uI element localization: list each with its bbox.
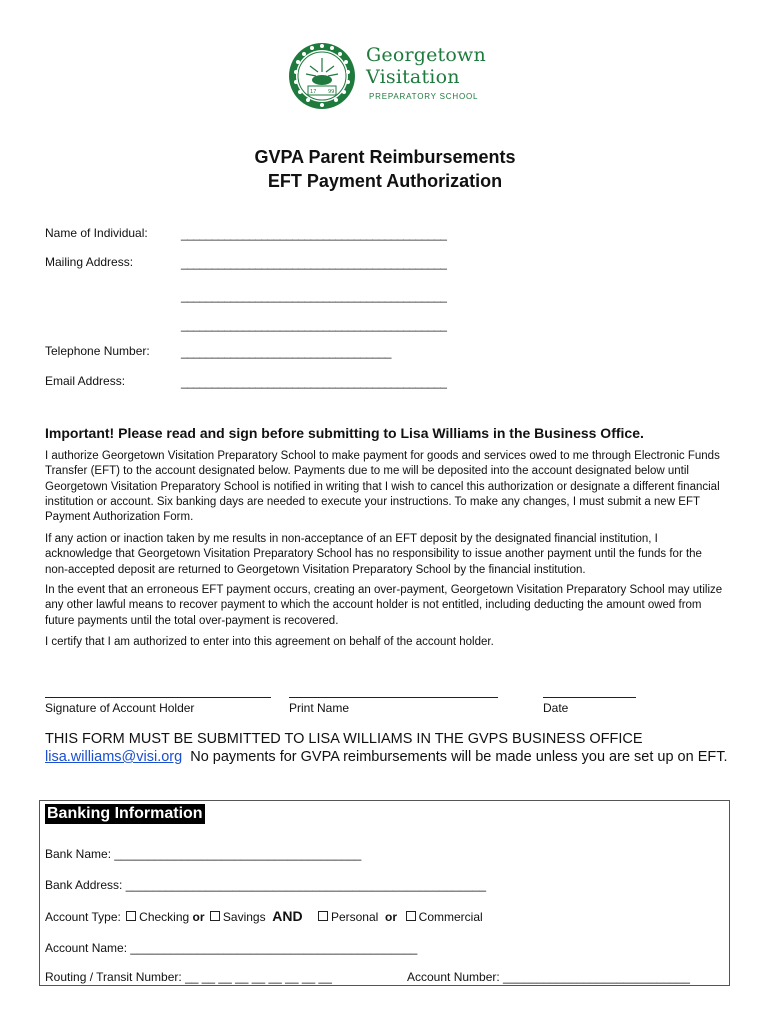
account-type-label: Account Type:	[45, 910, 121, 924]
bank-address-label: Bank Address:	[45, 878, 126, 892]
authorization-paragraph: I authorize Georgetown Visitation Preparatory School to make payment for goods and services owed to me through Electronic Funds Transfer (EFT) to the account designated below. Payments due to me will be deposited into the account designated below until Georgetown Visitation Preparatory School is notified in writing that I wish to cancel this authorization or designate a different financial institution or account. Six banking days are needed to execute your instructions. To make any changes, I must submit a new EFT Payment Authorization Form.	[45, 450, 720, 524]
logo-line-3: PREPARATORY SCHOOL	[369, 92, 479, 101]
account-number-label: Account Number:	[407, 970, 504, 984]
mailing-address-field-2[interactable]: ___________________________________________	[181, 289, 447, 303]
erroneous-payment-paragraph: In the event that an erroneous EFT payment occurs, creating an over-payment, Georgetown Visitation Preparatory School may utilize any other lawful means to recover payment to which the account holder is not entitled, including deducting the amount owed from future payments until the total over-payment is recovered.	[45, 584, 723, 627]
date-line[interactable]	[543, 697, 636, 698]
account-name-row	[45, 941, 417, 955]
email-label: Email Address:	[45, 374, 126, 388]
banking-information-box	[39, 800, 730, 986]
form-title-line-2: EFT Payment Authorization	[267, 171, 503, 191]
mailing-address-label: Mailing Address:	[45, 255, 134, 269]
eft-requirement-text: No payments for GVPA reimbursements will be made unless you are set up on EFT.	[182, 749, 728, 765]
seal-year-right: 99	[328, 89, 335, 95]
mailing-address-field-1[interactable]: ___________________________________________	[181, 256, 447, 270]
signature-line[interactable]	[45, 697, 271, 698]
or-label-1: or	[192, 910, 205, 924]
telephone-label: Telephone Number:	[45, 344, 150, 358]
print-name-line[interactable]	[289, 697, 498, 698]
account-name-field[interactable]: ___________________________________________	[130, 941, 418, 955]
seal-year-left: 17	[310, 89, 317, 95]
commercial-label: Commercial	[418, 910, 483, 924]
important-notice: Important! Please read and sign before submitting to Lisa Williams in the Business Office.	[45, 425, 644, 441]
logo-line-1: Georgetown	[366, 44, 486, 66]
bank-address-row	[45, 878, 486, 892]
print-name-label: Print Name	[289, 701, 350, 715]
name-label: Name of Individual:	[45, 226, 148, 240]
savings-label: Savings	[222, 910, 266, 924]
logo-line-2: Visitation	[366, 66, 460, 88]
signature-label: Signature of Account Holder	[45, 701, 195, 715]
school-seal-icon	[288, 38, 368, 114]
account-name-label: Account Name:	[45, 941, 131, 955]
commercial-checkbox[interactable]	[406, 911, 416, 921]
submission-notice	[45, 730, 735, 766]
telephone-field[interactable]: __________________________________	[181, 345, 391, 359]
account-number-field[interactable]: ____________________________	[503, 970, 690, 984]
or-label-2: or	[385, 910, 397, 924]
personal-label: Personal	[330, 910, 379, 924]
email-field[interactable]: ___________________________________________	[181, 375, 447, 389]
checking-checkbox[interactable]	[126, 911, 136, 921]
form-title-line-1: GVPA Parent Reimbursements	[254, 147, 516, 167]
non-acceptance-paragraph: If any action or inaction taken by me results in non-acceptance of an EFT deposit by the designated financial institution, I acknowledge that Georgetown Visitation Preparatory School has no responsibility to issue another payment until the funds for the non-accepted deposit are returned to Georgetown Visitation Preparatory School by the financial institution.	[45, 533, 702, 576]
business-office-email-link[interactable]: lisa.williams@visi.org	[45, 749, 183, 765]
checking-label: Checking	[139, 910, 190, 924]
banking-information-title: Banking Information	[47, 805, 203, 822]
certification-paragraph: I certify that I am authorized to enter into this agreement on behalf of the account holder.	[45, 636, 494, 648]
routing-number-field[interactable]: __ __ __ __ __ __ __ __ __	[185, 970, 332, 984]
mailing-address-field-3[interactable]: ___________________________________________	[181, 318, 447, 332]
routing-number-label: Routing / Transit Number:	[45, 970, 186, 984]
account-type-row	[45, 908, 483, 924]
bank-address-field[interactable]: ______________________________________________________	[125, 878, 487, 892]
submission-text: THIS FORM MUST BE SUBMITTED TO LISA WILLIAMS IN THE GVPS BUSINESS OFFICE	[45, 731, 643, 747]
bank-name-label: Bank Name:	[45, 847, 115, 861]
account-number-row	[407, 970, 690, 984]
savings-checkbox[interactable]	[210, 911, 220, 921]
and-label: AND	[272, 908, 303, 924]
routing-number-row	[45, 970, 332, 984]
bank-name-row	[45, 847, 361, 861]
date-label: Date	[543, 701, 569, 715]
bank-name-field[interactable]: _____________________________________	[114, 847, 362, 861]
name-field[interactable]: ___________________________________________	[181, 227, 447, 241]
personal-checkbox[interactable]	[318, 911, 328, 921]
